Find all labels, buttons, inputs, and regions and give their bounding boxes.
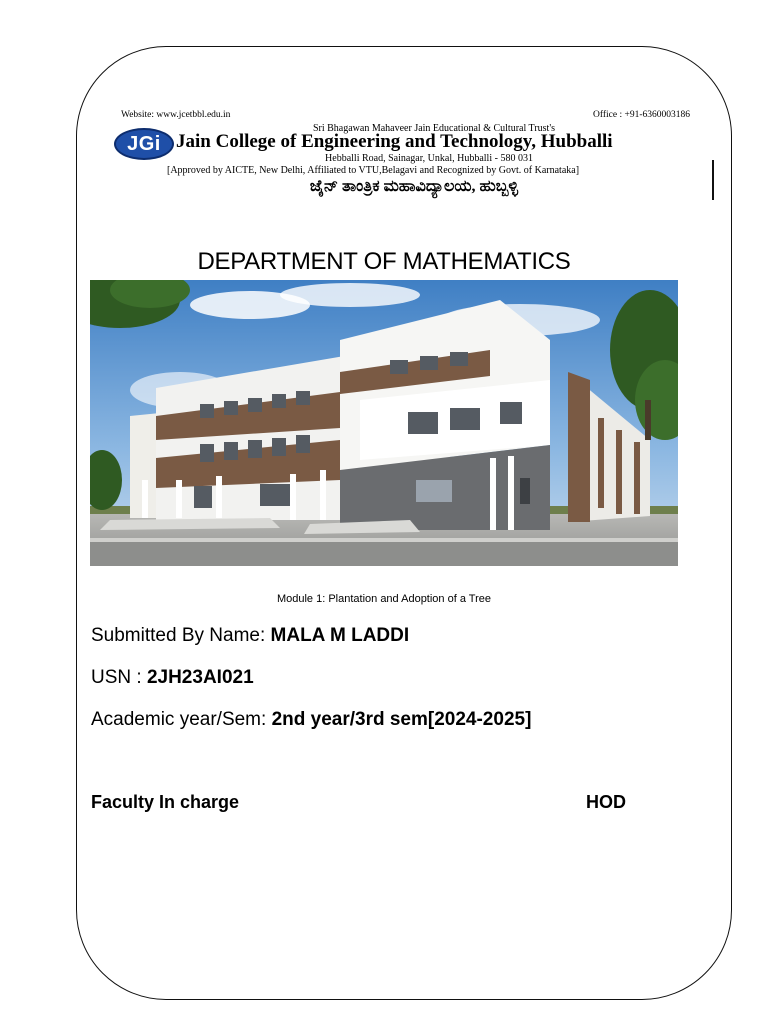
college-address: Hebballi Road, Sainagar, Unkal, Hubballi - 580 031 [325,153,533,164]
usn-field [91,667,254,689]
trust-name: Sri Bhagawan Mahaveer Jain Educational & Cultural Trust's [312,123,556,134]
submitted-by-name [91,625,409,647]
college-building-image [90,280,678,566]
college-letterhead [112,110,716,200]
module-caption: Module 1: Plantation and Adoption of a Tree [276,593,492,605]
academic-year-label: Academic year/Sem: [91,709,272,730]
usn-value: 2JH23AI021 [146,667,254,688]
college-logo-icon: JGi [114,128,174,160]
office-phone: Office : +91-6360003186 [593,110,690,120]
academic-year-field [91,709,531,731]
college-name-kannada: ಜೈನ್ ತಾಂತ್ರಿಕ ಮಹಾವಿದ್ಯಾಲಯ, ಹುಬ್ಬಳ್ಳಿ [309,178,519,195]
hod-label: HOD [586,792,626,812]
name-value: MALA M LADDI [270,625,410,646]
academic-year-value: 2nd year/3rd sem[2024-2025] [271,709,532,730]
name-label: Submitted By Name: [91,625,271,646]
department-title: DEPARTMENT OF MATHEMATICS [197,248,571,275]
website-text: Website: www.jcetbbl.edu.in [121,110,231,120]
college-name: Jain College of Engineering and Technology, Hubballi [176,131,613,152]
approval-text: [Approved by AICTE, New Delhi, Affiliated to VTU,Belagavi and Recognized by Govt. of Karnataka] [167,165,580,176]
faculty-in-charge-label: Faculty In charge [91,792,240,812]
letterhead-divider [712,160,714,200]
usn-label: USN : [91,667,147,688]
